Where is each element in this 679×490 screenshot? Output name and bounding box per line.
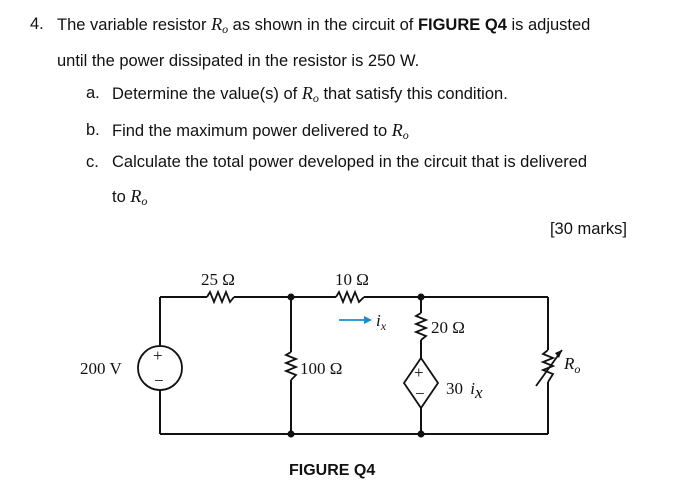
part-a-text: Determine the value(s) of $R_o$ that satisfy this condition. bbox=[112, 83, 508, 105]
label-ix: $i_x$ bbox=[376, 311, 387, 333]
resistor-20-ohm bbox=[416, 313, 426, 340]
part-c-label: c. bbox=[86, 153, 99, 171]
node-bottom-right bbox=[418, 431, 425, 438]
dep-plus: + bbox=[414, 363, 424, 382]
label-100-ohm: 100 Ω bbox=[300, 359, 343, 378]
part-b-text: Find the maximum power delivered to $R_o$ bbox=[112, 120, 409, 142]
label-25-ohm: 25 Ω bbox=[201, 270, 235, 289]
question-number: 4. bbox=[30, 15, 44, 33]
label-dependent: 30 ix bbox=[446, 379, 483, 402]
resistor-100-ohm bbox=[286, 352, 296, 380]
dep-minus: − bbox=[415, 384, 425, 403]
part-c-text-line-2: to $R_o$ bbox=[112, 186, 148, 208]
label-10-ohm: 10 Ω bbox=[335, 270, 369, 289]
resistor-25-ohm bbox=[207, 292, 234, 302]
node-bottom-mid bbox=[288, 431, 295, 438]
resistor-10-ohm bbox=[336, 292, 364, 302]
current-arrow-head bbox=[364, 316, 372, 324]
question-line-2: until the power dissipated in the resistor is 250 W. bbox=[57, 52, 420, 70]
node-top-right bbox=[418, 294, 425, 301]
marks-label: [30 marks] bbox=[549, 220, 627, 238]
resistor-symbol: $R_o$ bbox=[211, 14, 229, 36]
label-source: 200 V bbox=[80, 359, 122, 378]
part-b-label: b. bbox=[86, 121, 100, 139]
part-a-label: a. bbox=[86, 84, 100, 102]
part-c-text-line-1: Calculate the total power developed in the circuit that is delivered bbox=[112, 153, 588, 171]
figure-caption: FIGURE Q4 bbox=[289, 462, 376, 479]
label-ro: $R_o$ bbox=[564, 354, 581, 376]
question-line-1: The variable resistor $R_o$ as shown in the circuit of FIGURE Q4 is adjusted bbox=[57, 14, 591, 36]
label-20-ohm: 20 Ω bbox=[431, 318, 465, 337]
source-plus: + bbox=[153, 346, 163, 365]
node-top-mid bbox=[288, 294, 295, 301]
source-minus: − bbox=[154, 371, 164, 390]
